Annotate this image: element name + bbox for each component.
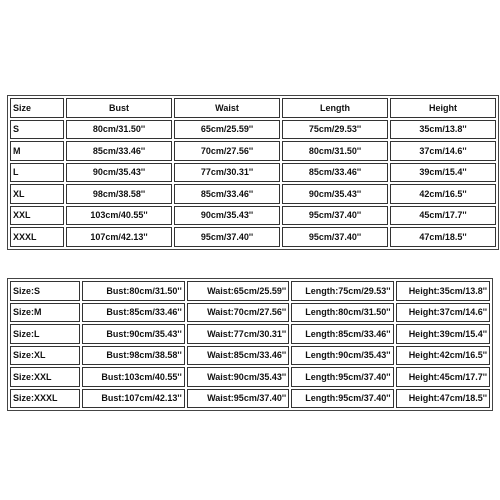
cell-waist: 77cm/30.31'' [174, 163, 280, 183]
cell-waist: Waist:85cm/33.46'' [187, 346, 289, 366]
cell-size: M [10, 141, 64, 161]
cell-length: 95cm/37.40'' [282, 206, 388, 226]
cell-height: Height:35cm/13.8'' [396, 281, 490, 301]
cell-waist: 85cm/33.46'' [174, 184, 280, 204]
cell-size: L [10, 163, 64, 183]
table-row [10, 324, 490, 344]
cell-waist: 65cm/25.59'' [174, 120, 280, 140]
size-chart-table [7, 95, 499, 250]
size-chart-labeled-table [7, 278, 493, 411]
header-bust: Bust [66, 98, 172, 118]
cell-height: 45cm/17.7'' [390, 206, 496, 226]
cell-bust: Bust:107cm/42.13'' [82, 389, 184, 409]
cell-size: Size:L [10, 324, 80, 344]
header-waist: Waist [174, 98, 280, 118]
cell-bust: 85cm/33.46'' [66, 141, 172, 161]
cell-bust: Bust:80cm/31.50'' [82, 281, 184, 301]
cell-waist: 95cm/37.40'' [174, 227, 280, 247]
cell-length: 75cm/29.53'' [282, 120, 388, 140]
cell-height: 35cm/13.8'' [390, 120, 496, 140]
cell-size: XXXL [10, 227, 64, 247]
cell-length: 95cm/37.40'' [282, 227, 388, 247]
cell-height: Height:47cm/18.5'' [396, 389, 490, 409]
cell-bust: 103cm/40.55'' [66, 206, 172, 226]
cell-size: Size:XL [10, 346, 80, 366]
cell-waist: Waist:77cm/30.31'' [187, 324, 289, 344]
cell-size: Size:XXXL [10, 389, 80, 409]
cell-length: Length:95cm/37.40'' [291, 389, 393, 409]
cell-length: 85cm/33.46'' [282, 163, 388, 183]
cell-waist: Waist:70cm/27.56'' [187, 303, 289, 323]
cell-height: Height:39cm/15.4'' [396, 324, 490, 344]
cell-waist: Waist:65cm/25.59'' [187, 281, 289, 301]
cell-size: XL [10, 184, 64, 204]
table-row [10, 184, 496, 204]
cell-bust: 98cm/38.58'' [66, 184, 172, 204]
cell-length: Length:75cm/29.53'' [291, 281, 393, 301]
cell-height: 37cm/14.6'' [390, 141, 496, 161]
cell-bust: 107cm/42.13'' [66, 227, 172, 247]
cell-waist: Waist:90cm/35.43'' [187, 367, 289, 387]
cell-height: 47cm/18.5'' [390, 227, 496, 247]
cell-height: Height:37cm/14.6'' [396, 303, 490, 323]
cell-bust: Bust:90cm/35.43'' [82, 324, 184, 344]
table-row [10, 389, 490, 409]
cell-height: 42cm/16.5'' [390, 184, 496, 204]
cell-height: Height:42cm/16.5'' [396, 346, 490, 366]
table-row [10, 141, 496, 161]
header-height: Height [390, 98, 496, 118]
cell-size: S [10, 120, 64, 140]
cell-size: Size:S [10, 281, 80, 301]
table-header-row [10, 98, 496, 118]
cell-size: Size:XXL [10, 367, 80, 387]
cell-bust: Bust:103cm/40.55'' [82, 367, 184, 387]
table-row [10, 281, 490, 301]
cell-bust: 90cm/35.43'' [66, 163, 172, 183]
cell-length: Length:80cm/31.50'' [291, 303, 393, 323]
cell-length: Length:85cm/33.46'' [291, 324, 393, 344]
table-row [10, 120, 496, 140]
cell-height: Height:45cm/17.7'' [396, 367, 490, 387]
header-length: Length [282, 98, 388, 118]
cell-size: XXL [10, 206, 64, 226]
table-row [10, 346, 490, 366]
cell-bust: Bust:98cm/38.58'' [82, 346, 184, 366]
table-row [10, 206, 496, 226]
cell-height: 39cm/15.4'' [390, 163, 496, 183]
cell-bust: Bust:85cm/33.46'' [82, 303, 184, 323]
cell-length: 90cm/35.43'' [282, 184, 388, 204]
cell-waist: Waist:95cm/37.40'' [187, 389, 289, 409]
cell-length: Length:90cm/35.43'' [291, 346, 393, 366]
table-row [10, 163, 496, 183]
cell-bust: 80cm/31.50'' [66, 120, 172, 140]
cell-waist: 70cm/27.56'' [174, 141, 280, 161]
cell-waist: 90cm/35.43'' [174, 206, 280, 226]
table-row [10, 367, 490, 387]
header-size: Size [10, 98, 64, 118]
cell-length: 80cm/31.50'' [282, 141, 388, 161]
table-row [10, 227, 496, 247]
table-row [10, 303, 490, 323]
cell-size: Size:M [10, 303, 80, 323]
cell-length: Length:95cm/37.40'' [291, 367, 393, 387]
